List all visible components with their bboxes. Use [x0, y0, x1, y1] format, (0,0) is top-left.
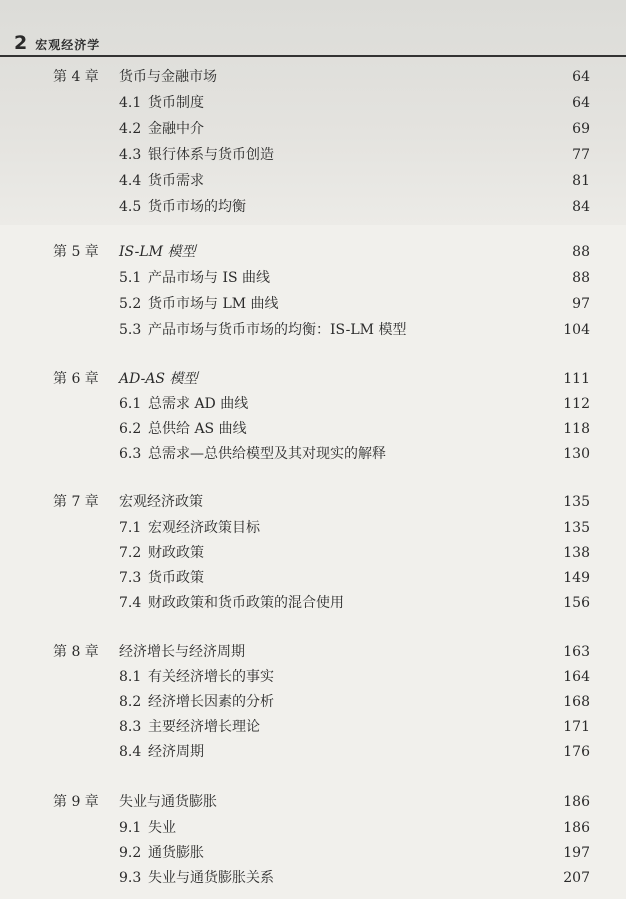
section-title: 金融中介: [148, 121, 204, 137]
running-header: [0, 24, 626, 54]
chapter-label: 第 5 章: [53, 244, 99, 260]
toc-section[interactable]: [0, 817, 626, 839]
section-title: 经济周期: [148, 744, 204, 760]
section-page: 176: [563, 744, 590, 760]
section-number: 6.1: [119, 396, 142, 412]
section-page: 84: [572, 199, 590, 215]
chapter-title: 货币与金融市场: [119, 69, 217, 85]
section-number: 7.1: [119, 520, 142, 536]
section-title: 有关经济增长的事实: [148, 669, 274, 685]
toc-section[interactable]: [0, 92, 626, 114]
chapter-title: 经济增长与经济周期: [119, 644, 245, 660]
section-title: 货币制度: [148, 95, 204, 111]
section-number: 7.3: [119, 570, 142, 586]
section-page: 112: [563, 396, 590, 412]
header-rule: [0, 55, 626, 57]
section-number: 4.3: [119, 147, 142, 163]
section-title: 产品市场与货币市场的均衡：IS-LM 模型: [148, 322, 407, 338]
chapter-page: 64: [572, 69, 590, 85]
section-page: 64: [572, 95, 590, 111]
chapter-label: 第 7 章: [53, 494, 99, 510]
section-page: 88: [572, 270, 590, 286]
section-number: 5.1: [119, 270, 142, 286]
section-title: 货币市场的均衡: [148, 199, 246, 215]
section-title: 通货膨胀: [148, 845, 204, 861]
toc-section[interactable]: [0, 418, 626, 440]
chapter-label: 第 9 章: [53, 794, 99, 810]
toc-section[interactable]: [0, 716, 626, 738]
toc-section[interactable]: [0, 267, 626, 289]
section-number: 5.3: [119, 322, 142, 338]
section-title: 货币政策: [148, 570, 204, 586]
section-title: 总供给 AS 曲线: [148, 421, 247, 437]
section-page: 130: [563, 446, 590, 462]
toc-section[interactable]: [0, 144, 626, 166]
section-page: 104: [563, 322, 590, 338]
toc-section[interactable]: [0, 118, 626, 140]
toc-section[interactable]: [0, 170, 626, 192]
section-page: 135: [563, 520, 590, 536]
toc-chapter-5[interactable]: [0, 241, 626, 263]
section-title: 失业与通货膨胀关系: [148, 870, 274, 886]
toc-chapter-6[interactable]: [0, 368, 626, 390]
toc-section[interactable]: [0, 293, 626, 315]
section-title: 货币市场与 LM 曲线: [148, 296, 279, 312]
section-number: 6.2: [119, 421, 142, 437]
header-page-number: 2: [14, 32, 28, 54]
section-title: 失业: [148, 820, 176, 836]
section-title: 财政政策和货币政策的混合使用: [148, 595, 344, 611]
section-page: 97: [572, 296, 590, 312]
chapter-page: 88: [572, 244, 590, 260]
section-title: 宏观经济政策目标: [148, 520, 260, 536]
toc-section[interactable]: [0, 741, 626, 763]
section-page: 207: [563, 870, 590, 886]
section-title: 产品市场与 IS 曲线: [148, 270, 271, 286]
chapter-title: 失业与通货膨胀: [119, 794, 217, 810]
chapter-label: 第 6 章: [53, 371, 99, 387]
section-page: 69: [572, 121, 590, 137]
section-page: 197: [563, 845, 590, 861]
section-number: 5.2: [119, 296, 142, 312]
section-title: 总需求 AD 曲线: [148, 396, 249, 412]
section-number: 8.4: [119, 744, 142, 760]
chapter-title: AD-AS 模型: [119, 371, 198, 387]
toc-section[interactable]: [0, 567, 626, 589]
toc-section[interactable]: [0, 691, 626, 713]
chapter-title: IS-LM 模型: [119, 244, 196, 260]
section-page: 168: [563, 694, 590, 710]
section-page: 149: [563, 570, 590, 586]
chapter-title: 宏观经济政策: [119, 494, 203, 510]
section-page: 77: [572, 147, 590, 163]
section-number: 9.2: [119, 845, 142, 861]
section-page: 156: [563, 595, 590, 611]
section-page: 171: [563, 719, 590, 735]
toc-section[interactable]: [0, 542, 626, 564]
section-number: 7.4: [119, 595, 142, 611]
section-number: 7.2: [119, 545, 142, 561]
section-number: 4.1: [119, 95, 142, 111]
section-number: 9.3: [119, 870, 142, 886]
toc-section[interactable]: [0, 196, 626, 218]
chapter-label: 第 8 章: [53, 644, 99, 660]
section-number: 8.2: [119, 694, 142, 710]
section-page: 138: [563, 545, 590, 561]
chapter-label: 第 4 章: [53, 69, 99, 85]
chapter-page: 135: [563, 494, 590, 510]
section-number: 8.1: [119, 669, 142, 685]
toc-section[interactable]: [0, 443, 626, 465]
section-title: 主要经济增长理论: [148, 719, 260, 735]
toc-section[interactable]: [0, 666, 626, 688]
chapter-page: 111: [563, 371, 590, 387]
section-title: 总需求—总供给模型及其对现实的解释: [148, 446, 386, 462]
section-number: 4.2: [119, 121, 142, 137]
toc-chapter-8[interactable]: [0, 641, 626, 663]
toc-section[interactable]: [0, 592, 626, 614]
section-title: 经济增长因素的分析: [148, 694, 274, 710]
toc-chapter-7[interactable]: [0, 491, 626, 513]
section-title: 银行体系与货币创造: [148, 147, 274, 163]
chapter-page: 163: [563, 644, 590, 660]
chapter-page: 186: [563, 794, 590, 810]
header-book-title: 宏观经济学: [35, 38, 101, 52]
section-number: 4.5: [119, 199, 142, 215]
toc-section[interactable]: [0, 867, 626, 889]
section-number: 6.3: [119, 446, 142, 462]
toc-chapter-9[interactable]: [0, 791, 626, 813]
section-page: 118: [563, 421, 590, 437]
section-title: 货币需求: [148, 173, 204, 189]
toc-section[interactable]: [0, 842, 626, 864]
section-number: 9.1: [119, 820, 142, 836]
section-page: 186: [563, 820, 590, 836]
toc-chapter-4[interactable]: [0, 66, 626, 88]
section-number: 8.3: [119, 719, 142, 735]
toc-section[interactable]: [0, 319, 626, 341]
toc-section[interactable]: [0, 393, 626, 415]
section-page: 164: [563, 669, 590, 685]
section-title: 财政政策: [148, 545, 204, 561]
section-number: 4.4: [119, 173, 142, 189]
toc-section[interactable]: [0, 517, 626, 539]
section-page: 81: [572, 173, 590, 189]
